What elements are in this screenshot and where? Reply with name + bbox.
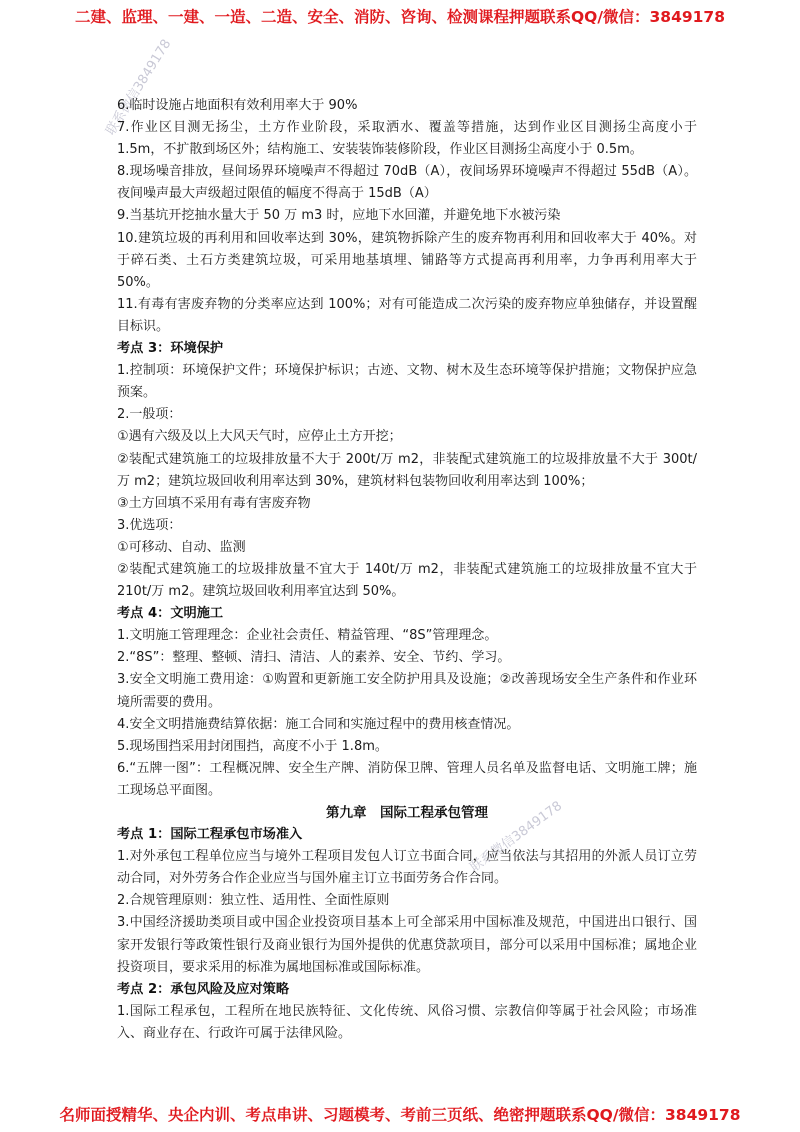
paragraph: 3.优选项：: [117, 517, 182, 533]
paragraph: ②装配式建筑施工的垃圾排放量不宜大于 140t/万 m2，非装配式建筑施工的垃圾排放量不宜大于 210t/万 m2。建筑垃圾回收利用率宜达到 50%。: [117, 561, 697, 600]
watermark-text: 联系微信3849178: [467, 798, 566, 876]
section-heading: 考点 3：环境保护: [117, 341, 224, 357]
section-heading: 考点 4：文明施工: [117, 606, 224, 622]
document-body: [117, 95, 697, 1045]
paragraph: 1.文明施工管理理念：企业社会责任、精益管理、“8S”管理理念。: [117, 628, 498, 644]
paragraph: 2.一般项：: [117, 407, 182, 423]
bottom-promo-banner: 名师面授精华、央企内训、考点串讲、习题模考、考前三页纸、绝密押题联系QQ/微信：3849178: [59, 1106, 741, 1124]
top-promo-banner: 二建、监理、一建、一造、二造、安全、消防、咨询、检测课程押题联系QQ/微信：3849178: [74, 8, 725, 26]
paragraph: ②装配式建筑施工的垃圾排放量不大于 200t/万 m2，非装配式建筑施工的垃圾排放量不大于 300t/万 m2；建筑垃圾回收利用率达到 30%，建筑材料包装物回收利用率达到 100%；: [117, 451, 697, 489]
paragraph: 10.建筑垃圾的再利用和回收率达到 30%，建筑物拆除产生的废弃物再利用和回收率大于 40%。对于碎石类、土石方类建筑垃圾，可采用地基填埋、铺路等方式提高再利用率，力争再利用率大于 50%。: [117, 230, 697, 290]
paragraph: 1.控制项：环境保护文件；环境保护标识；古迹、文物、树木及生态环境等保护措施；文物保护应急预案。: [117, 363, 697, 401]
paragraph: 11.有毒有害废弃物的分类率应达到 100%；对有可能造成二次污染的废弃物应单独储存，并设置醒目标识。: [117, 296, 697, 334]
section-heading: 考点 1：国际工程承包市场准入: [117, 827, 303, 843]
chapter-title: 第九章 国际工程承包管理: [326, 805, 488, 821]
paragraph: 5.现场围挡采用封闭围挡，高度不小于 1.8m。: [117, 738, 388, 754]
paragraph: 9.当基坑开挖抽水量大于 50 万 m3 时，应地下水回灌，并避免地下水被污染: [117, 208, 561, 224]
paragraph: ③土方回填不采用有毒有害废弃物: [117, 495, 311, 511]
paragraph: 1.国际工程承包，工程所在地民族特征、文化传统、风俗习惯、宗教信仰等属于社会风险；市场准入、商业存在、行政许可属于法律风险。: [117, 1003, 697, 1041]
paragraph: 2.“8S”：整理、整顿、清扫、清洁、人的素养、安全、节约、学习。: [117, 650, 511, 666]
paragraph: 6.临时设施占地面积有效利用率大于 90%: [117, 98, 358, 113]
paragraph: 8.现场噪音排放，昼间场界环境噪声不得超过 70dB（A），夜间场界环境噪声不得超过 55dB（A）。夜间噪声最大声级超过限值的幅度不得高于 15dB（A）: [117, 164, 697, 202]
watermark-text: 联系微信3849178: [103, 36, 175, 139]
paragraph: 3.安全文明施工费用途：①购置和更新施工安全防护用具及设施；②改善现场安全生产条件和作业环境所需要的费用。: [117, 672, 697, 710]
paragraph: 7.作业区目测无扬尘，土方作业阶段，采取洒水、覆盖等措施，达到作业区目测扬尘高度小于 1.5m，不扩散到场区外；结构施工、安装装饰装修阶段，作业区目测扬尘高度小于 0.5m。: [117, 120, 697, 158]
section-heading: 考点 2：承包风险及应对策略: [117, 981, 290, 997]
paragraph: ①可移动、自动、监测: [117, 539, 246, 555]
paragraph: 6.“五牌一图”：工程概况牌、安全生产牌、消防保卫牌、管理人员名单及监督电话、文明施工牌；施工现场总平面图。: [117, 760, 697, 798]
paragraph: 1.对外承包工程单位应当与境外工程项目发包人订立书面合同，应当依法与其招用的外派人员订立劳动合同，对外劳务合作企业应当与国外雇主订立书面劳务合作合同。: [117, 849, 697, 887]
paragraph: 3.中国经济援助类项目或中国企业投资项目基本上可全部采用中国标准及规范，中国进出口银行、国家开发银行等政策性银行及商业银行为国外提供的优惠贷款项目，部分可以采用中国标准；属地企业投资项目，要求采用的标准为属地国标准或国际标准。: [117, 915, 697, 975]
paragraph: 4.安全文明措施费结算依据：施工合同和实施过程中的费用核查情况。: [117, 716, 520, 732]
paragraph: 2.合规管理原则：独立性、适用性、全面性原则: [117, 893, 390, 909]
paragraph: ①遇有六级及以上大风天气时，应停止土方开挖；: [117, 429, 402, 445]
